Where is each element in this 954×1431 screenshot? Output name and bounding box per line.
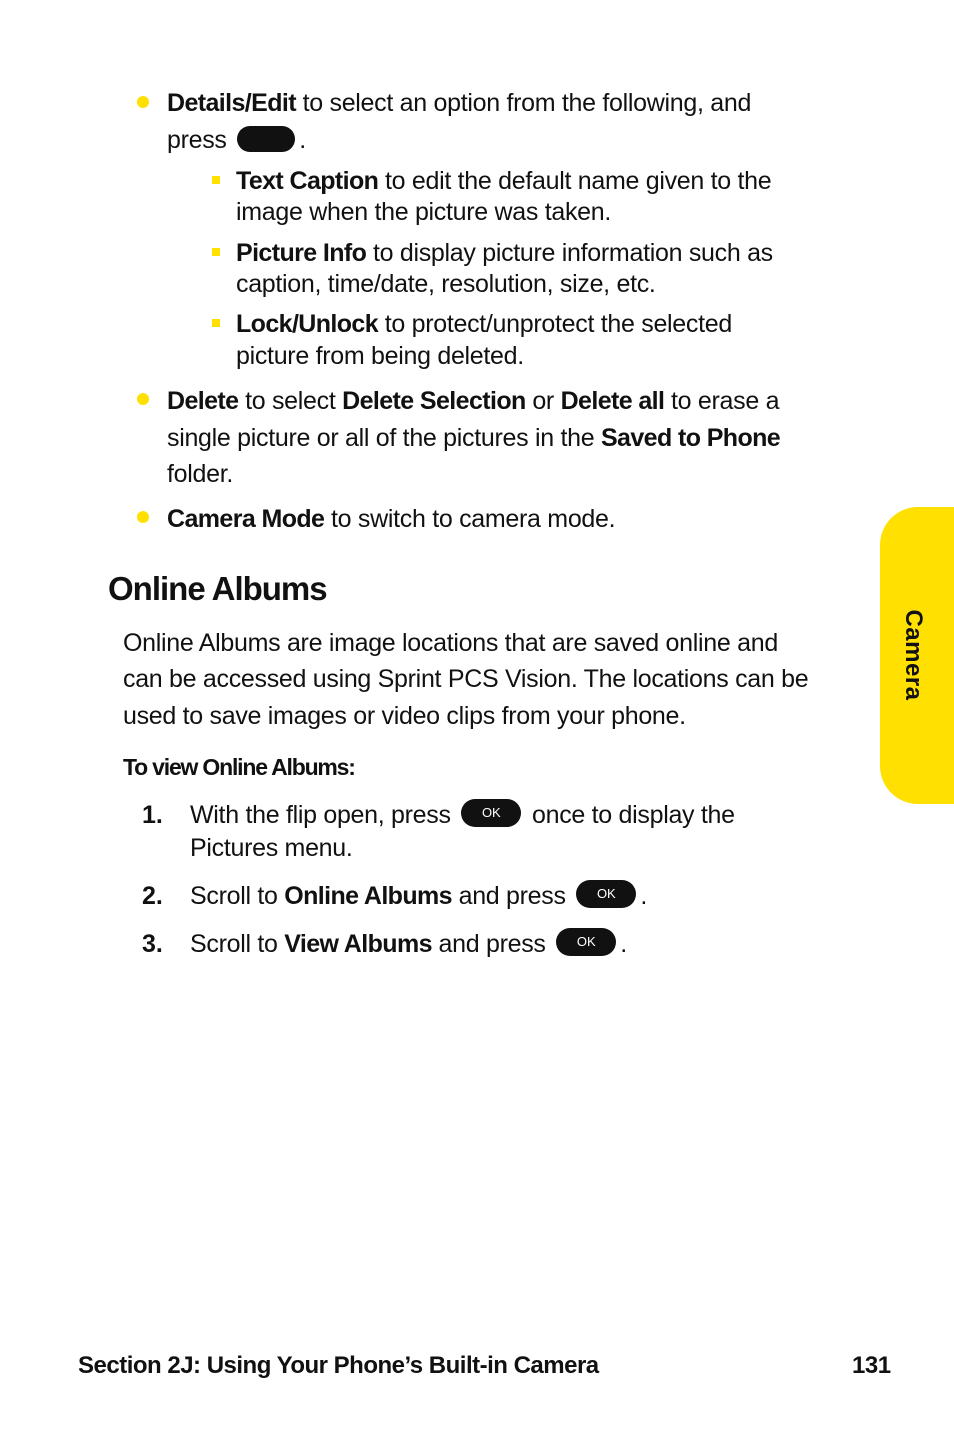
ok-key-icon: OK: [461, 799, 521, 827]
side-tab-label: Camera: [900, 609, 927, 701]
bullet-text: single picture or all of the pictures in the: [167, 424, 601, 452]
step-text: .: [640, 882, 647, 910]
term-lock-unlock: Lock/Unlock: [236, 310, 379, 338]
sub-bullet-picture-info-line1: [236, 237, 773, 269]
step-number: 2.: [142, 882, 163, 910]
bullet-dot-icon: [137, 96, 149, 108]
step-number: 3.: [142, 930, 163, 958]
bullet-text: to select: [238, 387, 343, 415]
sub-bullet-text: to display picture information such as: [366, 239, 773, 267]
bullet-details-edit-line2: [167, 124, 306, 156]
bullet-delete-line1: [167, 385, 779, 417]
sub-bullet-text: to protect/unprotect the selected: [378, 310, 732, 338]
square-bullet-icon: [212, 319, 220, 327]
sub-bullet-text: to edit the default name given to the: [378, 167, 772, 195]
bullet-text: press: [167, 126, 234, 154]
sub-bullet-lock-unlock-line1: [236, 308, 732, 340]
ok-key-icon: OK: [556, 928, 616, 956]
section-paragraph-line1: Online Albums are image locations that are saved online and: [123, 629, 778, 657]
section-paragraph-line3: used to save images or video clips from your phone.: [123, 702, 686, 730]
step-text: and press: [451, 882, 573, 910]
term-text-caption: Text Caption: [236, 167, 379, 195]
bullet-dot-icon: [137, 393, 149, 405]
bullet-delete-line2: [167, 422, 780, 454]
term-delete: Delete: [167, 387, 239, 415]
menu-key-icon: [237, 126, 295, 152]
term-camera-mode: Camera Mode: [167, 505, 325, 533]
step-number: 1.: [142, 801, 163, 829]
procedure-title: To view Online Albums:: [123, 754, 355, 780]
term-saved-to-phone: Saved to Phone: [600, 424, 781, 452]
sub-bullet-lock-unlock-line2: picture from being deleted.: [236, 342, 524, 370]
step-1-line1: [190, 799, 735, 831]
term-delete-all: Delete all: [560, 387, 665, 415]
step-text: and press: [431, 930, 553, 958]
bullet-dot-icon: [137, 511, 149, 523]
square-bullet-icon: [212, 248, 220, 256]
step-3-line1: [190, 928, 627, 960]
step-text: Scroll to: [190, 882, 285, 910]
sub-bullet-picture-info-line2: caption, time/date, resolution, size, etc.: [236, 270, 656, 298]
bullet-delete-line3: folder.: [167, 460, 234, 488]
term-view-albums: View Albums: [284, 930, 432, 958]
square-bullet-icon: [212, 176, 220, 184]
sub-bullet-text-caption-line2: image when the picture was taken.: [236, 198, 612, 226]
step-2-line1: [190, 880, 647, 912]
footer-section-label: Section 2J: Using Your Phone’s Built-in Camera: [78, 1352, 599, 1379]
term-picture-info: Picture Info: [236, 239, 367, 267]
step-text: With the flip open, press: [190, 801, 458, 829]
page-number: 131: [852, 1352, 891, 1379]
section-title: Online Albums: [108, 570, 327, 607]
bullet-text: or: [525, 387, 561, 415]
bullet-text: .: [299, 126, 306, 154]
bullet-camera-mode: [167, 503, 615, 535]
step-text: Scroll to: [190, 930, 285, 958]
step-text: once to display the: [525, 801, 735, 829]
term-details-edit: Details/Edit: [167, 89, 296, 117]
term-online-albums: Online Albums: [284, 882, 452, 910]
ok-key-icon: OK: [576, 880, 636, 908]
bullet-text: to switch to camera mode.: [324, 505, 616, 533]
section-paragraph-line2: can be accessed using Sprint PCS Vision. The locations can be: [123, 665, 809, 693]
sub-bullet-text-caption-line1: [236, 165, 771, 197]
step-1-line2: Pictures menu.: [190, 834, 353, 862]
bullet-text: to select an option from the following, and: [295, 89, 752, 117]
bullet-text: to erase a: [664, 387, 780, 415]
bullet-details-edit-line1: [167, 87, 751, 119]
step-text: .: [620, 930, 627, 958]
term-delete-selection: Delete Selection: [342, 387, 526, 415]
